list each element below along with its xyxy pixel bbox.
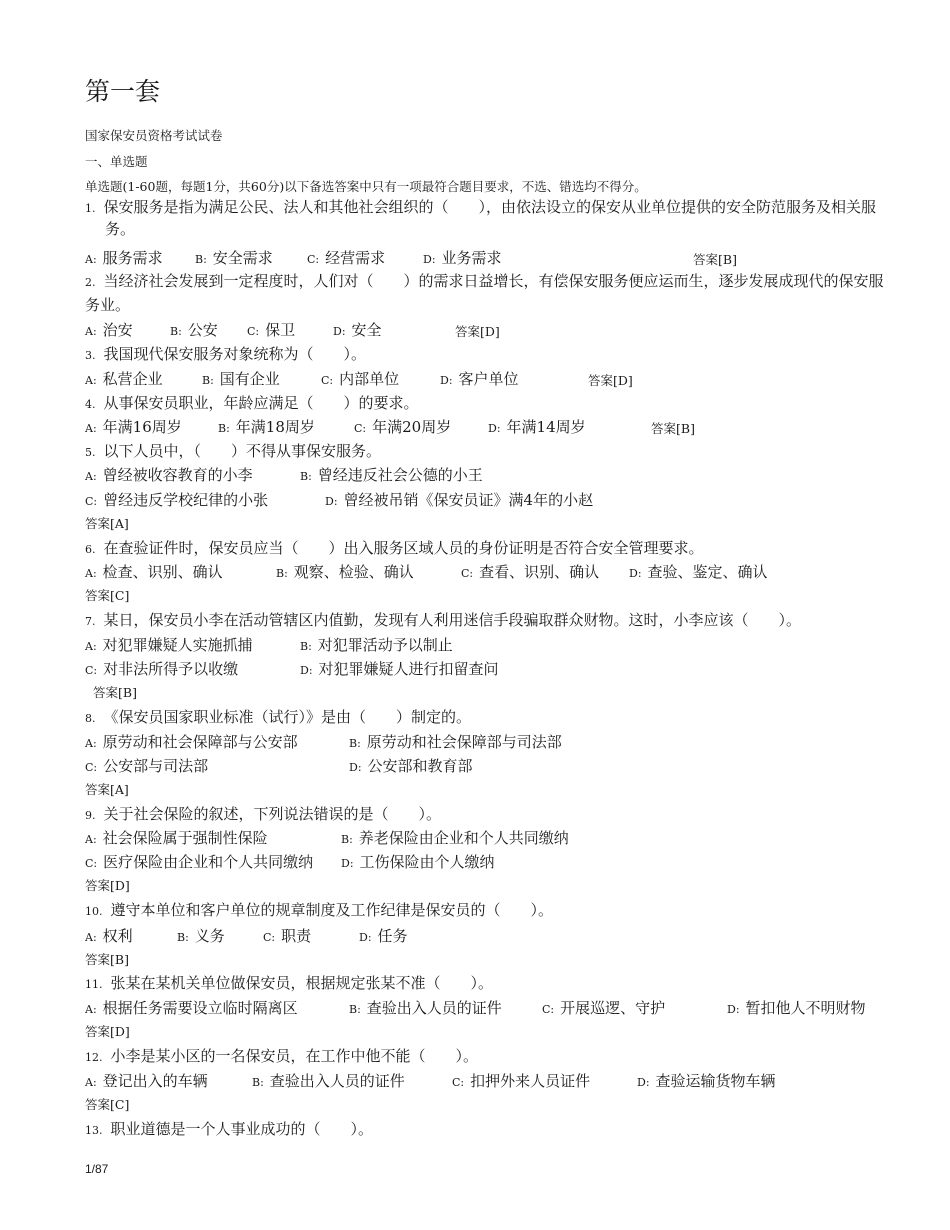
option-text: 对犯罪活动予以制止: [317, 636, 453, 654]
option-label: A:: [85, 253, 97, 266]
option-text: 年满20周岁: [372, 418, 452, 436]
option-label: A:: [85, 422, 97, 435]
option-label: B:: [349, 737, 361, 750]
option-label: B:: [202, 374, 214, 387]
question-number: 8.: [85, 712, 96, 725]
option-label: B:: [195, 253, 207, 266]
option-text: 义务: [194, 927, 225, 945]
option-text: 原劳动和社会保障部与司法部: [366, 733, 562, 751]
answer-option: [488, 416, 586, 437]
question-text: [85, 609, 885, 633]
question-text: [85, 270, 885, 316]
answer-option: [85, 464, 253, 485]
options-row: [85, 851, 895, 873]
option-text: 职责: [281, 927, 312, 945]
option-label: B:: [300, 640, 312, 653]
page-number: 1/87: [85, 1162, 109, 1176]
option-label: A:: [85, 325, 97, 338]
option-text: 年满16周岁: [102, 418, 182, 436]
answer-option: [195, 247, 273, 268]
answer-option: [85, 368, 163, 389]
answer-key: 答案[A]: [85, 782, 129, 797]
answer-key: 答案[C]: [85, 588, 130, 603]
answer-option: [349, 755, 473, 776]
options-row: [85, 1070, 895, 1092]
question-body: 职业道德是一个人事业成功的（ ）。: [110, 1120, 374, 1138]
option-label: D:: [325, 495, 338, 508]
question-text: [85, 392, 885, 416]
answer-option: [300, 464, 483, 485]
answer-option: [85, 925, 133, 946]
option-text: 对犯罪嫌疑人实施抓捕: [102, 636, 253, 654]
option-label: D:: [727, 1003, 740, 1016]
option-text: 保卫: [265, 321, 296, 339]
options-row: [85, 925, 895, 947]
question-body: 我国现代保安服务对象统称为（ ）。: [103, 345, 367, 363]
question-number: 1.: [85, 202, 96, 215]
option-text: 业务需求: [441, 249, 502, 267]
option-text: 原劳动和社会保障部与公安部: [102, 733, 298, 751]
answer-option: [85, 319, 133, 340]
question-body: 以下人员中，（ ）不得从事保安服务。: [103, 442, 382, 460]
option-label: A:: [85, 567, 97, 580]
option-label: B:: [177, 931, 189, 944]
option-text: 安全: [351, 321, 382, 339]
answer-option: [359, 925, 408, 946]
question-number: 12.: [85, 1051, 103, 1064]
option-label: D:: [629, 567, 642, 580]
question-number: 4.: [85, 398, 96, 411]
option-text: 内部单位: [339, 370, 400, 388]
question-body: 当经济社会发展到一定程度时，人们对（ ）的需求日益增长，有偿保安服务便应运而生，逐步发展成现代的保安服务业。: [85, 272, 884, 314]
question-body: 从事保安员职业，年龄应满足（ ）的要求。: [103, 394, 419, 412]
answer-option: [349, 997, 502, 1018]
question-number: 5.: [85, 446, 96, 459]
answer-option: [354, 416, 451, 437]
answer-option: [85, 247, 163, 268]
question-body: 遵守本单位和客户单位的规章制度及工作纪律是保安员的（ ）。: [110, 901, 554, 919]
question-number: 10.: [85, 905, 103, 918]
option-label: C:: [321, 374, 334, 387]
question-text: [85, 197, 885, 240]
option-label: A:: [85, 640, 97, 653]
answer-option: [177, 925, 225, 946]
answer-option: [300, 634, 453, 655]
answer-option: [349, 731, 562, 752]
options-row: [85, 731, 895, 753]
question-body: 小李是某小区的一名保安员，在工作中他不能（ ）。: [110, 1047, 479, 1065]
option-text: 曾经违反社会公德的小王: [317, 466, 483, 484]
answer-option: [85, 997, 298, 1018]
options-row: [85, 658, 895, 680]
question-number: 6.: [85, 543, 96, 556]
option-label: B:: [276, 567, 288, 580]
answer-option: [247, 319, 295, 340]
question-number: 11.: [85, 978, 103, 991]
option-text: 查验、鉴定、确认: [647, 563, 768, 581]
answer-option: [218, 416, 315, 437]
option-label: D:: [359, 931, 372, 944]
option-label: A:: [85, 1003, 97, 1016]
option-text: 客户单位: [458, 370, 519, 388]
question-text: [85, 706, 885, 730]
answer-option: [307, 247, 385, 268]
option-text: 养老保险由企业和个人共同缴纳: [358, 829, 569, 847]
option-text: 经营需求: [325, 249, 386, 267]
option-text: 对犯罪嫌疑人进行扣留查问: [318, 660, 499, 678]
section-heading: 一、单选题: [85, 154, 148, 169]
option-text: 检查、识别、确认: [102, 563, 223, 581]
option-label: C:: [263, 931, 276, 944]
options-row: [85, 247, 895, 269]
question-text: [85, 1045, 885, 1069]
answer-option: [727, 997, 866, 1018]
answer-option: [341, 827, 569, 848]
option-label: D:: [341, 857, 354, 870]
answer-option: [629, 561, 768, 582]
option-label: A:: [85, 470, 97, 483]
question-body: 某日，保安员小李在活动管辖区内值勤，发现有人利用迷信手段骗取群众财物。这时，小李应该（ ）。: [103, 611, 802, 629]
option-label: C:: [247, 325, 260, 338]
option-text: 社会保险属于强制性保险: [102, 829, 268, 847]
option-label: C:: [85, 857, 98, 870]
question-number: 3.: [85, 349, 96, 362]
option-label: B:: [300, 470, 312, 483]
question-number: 7.: [85, 615, 96, 628]
answer-option: [85, 851, 313, 872]
question-text: [85, 972, 885, 996]
answer-option: [440, 368, 519, 389]
option-label: B:: [349, 1003, 361, 1016]
option-text: 治安: [102, 321, 133, 339]
answer-key: 答案[D]: [455, 324, 500, 339]
question-body: 《保安员国家职业标准（试行）》是由（ ）制定的。: [103, 708, 472, 726]
option-label: D:: [488, 422, 501, 435]
answer-option: [85, 1070, 208, 1091]
answer-option: [333, 319, 382, 340]
options-row: [85, 755, 895, 777]
option-label: A:: [85, 374, 97, 387]
option-text: 开展巡逻、守护: [560, 999, 666, 1017]
option-text: 曾经违反学校纪律的小张: [103, 491, 269, 509]
option-text: 公安部和教育部: [367, 757, 473, 775]
option-label: A:: [85, 931, 97, 944]
answer-option: [341, 851, 495, 872]
option-text: 登记出入的车辆: [102, 1072, 208, 1090]
options-row: [85, 634, 895, 656]
question-text: [85, 537, 885, 561]
option-text: 年满14周岁: [506, 418, 586, 436]
option-text: 安全需求: [212, 249, 273, 267]
option-text: 查看、识别、确认: [479, 563, 600, 581]
option-text: 曾经被吊销《保安员证》满4年的小赵: [343, 491, 594, 509]
answer-option: [276, 561, 414, 582]
answer-key: 答案[D]: [85, 878, 130, 893]
answer-option: [637, 1070, 776, 1091]
answer-key: 答案[D]: [588, 373, 633, 388]
option-label: C:: [354, 422, 367, 435]
question-body: 在查验证件时，保安员应当（ ）出入服务区域人员的身份证明是否符合安全管理要求。: [103, 539, 704, 557]
option-text: 暂扣他人不明财物: [745, 999, 866, 1017]
option-text: 服务需求: [102, 249, 163, 267]
option-label: C:: [85, 664, 98, 677]
options-row: [85, 368, 895, 390]
question-text: [85, 899, 885, 923]
option-text: 权利: [102, 927, 133, 945]
option-text: 根据任务需要设立临时隔离区: [102, 999, 298, 1017]
option-text: 曾经被收容教育的小李: [102, 466, 253, 484]
answer-option: [452, 1070, 590, 1091]
question-number: 2.: [85, 276, 96, 289]
answer-option: [542, 997, 665, 1018]
option-text: 扣押外来人员证件: [470, 1072, 591, 1090]
option-text: 私营企业: [102, 370, 163, 388]
option-label: C:: [307, 253, 320, 266]
instructions: 单选题(1-60题，每题1分，共60分)以下备选答案中只有一项最符合题目要求，不选、错选均不得分。: [85, 179, 647, 194]
answer-option: [252, 1070, 405, 1091]
answer-key: 答案[C]: [85, 1097, 130, 1112]
answer-option: [321, 368, 399, 389]
question-number: 9.: [85, 809, 96, 822]
options-row: [85, 489, 895, 511]
answer-option: [325, 489, 593, 510]
option-label: C:: [461, 567, 474, 580]
question-number: 13.: [85, 1124, 103, 1137]
option-text: 医疗保险由企业和个人共同缴纳: [103, 853, 314, 871]
option-label: B:: [341, 833, 353, 846]
answer-option: [85, 827, 268, 848]
answer-key: 答案[D]: [85, 1024, 130, 1039]
doc-title: 第一套: [85, 77, 161, 106]
answer-key: 答案[B]: [93, 685, 137, 700]
answer-option: [85, 561, 223, 582]
answer-option: [85, 489, 268, 510]
option-text: 观察、检验、确认: [293, 563, 414, 581]
answer-option: [170, 319, 218, 340]
option-label: C:: [452, 1076, 465, 1089]
option-label: D:: [637, 1076, 650, 1089]
answer-option: [85, 416, 182, 437]
option-label: B:: [170, 325, 182, 338]
option-label: C:: [85, 761, 98, 774]
options-row: [85, 416, 895, 438]
answer-option: [423, 247, 502, 268]
option-label: A:: [85, 1076, 97, 1089]
options-row: [85, 827, 895, 849]
question-text: [85, 803, 885, 827]
option-text: 国有企业: [219, 370, 280, 388]
option-label: C:: [85, 495, 98, 508]
answer-option: [461, 561, 599, 582]
exam-name: 国家保安员资格考试试卷: [85, 128, 223, 143]
options-row: [85, 319, 895, 341]
option-label: C:: [542, 1003, 555, 1016]
option-text: 查验运输货物车辆: [655, 1072, 776, 1090]
question-text: [85, 1118, 885, 1142]
question-text: [85, 440, 885, 464]
answer-option: [263, 925, 311, 946]
answer-option: [300, 658, 499, 679]
question-body: 保安服务是指为满足公民、法人和其他社会组织的（ ），由依法设立的保安从业单位提供的安全防范服务及相关服务。: [103, 198, 877, 238]
answer-option: [85, 731, 298, 752]
answer-option: [202, 368, 280, 389]
option-label: D:: [440, 374, 453, 387]
question-body: 张某在某机关单位做保安员，根据规定张某不准（ ）。: [110, 974, 494, 992]
option-text: 年满18周岁: [235, 418, 315, 436]
answer-option: [85, 658, 238, 679]
option-text: 查验出入人员的证件: [366, 999, 502, 1017]
option-text: 对非法所得予以收缴: [103, 660, 239, 678]
option-text: 公安: [187, 321, 218, 339]
option-label: D:: [300, 664, 313, 677]
option-text: 工伤保险由个人缴纳: [359, 853, 495, 871]
question-text: [85, 343, 885, 367]
option-label: A:: [85, 737, 97, 750]
options-row: [85, 561, 895, 583]
option-text: 查验出入人员的证件: [269, 1072, 405, 1090]
answer-key: 答案[B]: [693, 252, 737, 267]
answer-key: 答案[A]: [85, 516, 129, 531]
answer-option: [85, 755, 208, 776]
option-label: D:: [423, 253, 436, 266]
option-label: D:: [349, 761, 362, 774]
option-label: A:: [85, 833, 97, 846]
answer-option: [85, 634, 253, 655]
option-label: B:: [218, 422, 230, 435]
question-body: 关于社会保险的叙述，下列说法错误的是（ ）。: [103, 805, 442, 823]
option-text: 公安部与司法部: [103, 757, 209, 775]
option-label: D:: [333, 325, 346, 338]
options-row: [85, 464, 895, 486]
option-label: B:: [252, 1076, 264, 1089]
option-text: 任务: [377, 927, 408, 945]
answer-key: 答案[B]: [85, 952, 129, 967]
options-row: [85, 997, 895, 1019]
answer-key: 答案[B]: [651, 421, 695, 436]
